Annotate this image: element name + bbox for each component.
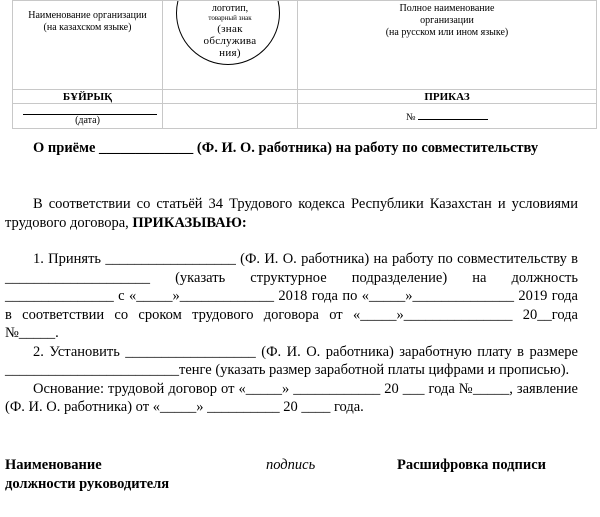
number-sign: № — [405, 112, 419, 123]
order-basis: Основание: трудовой договор от «_____» ____________ 20 ___ года №_____, заявление (Ф. И. О. работника) от «_____» __________ 20 ____ года. — [5, 380, 578, 415]
date-middle-empty — [163, 104, 298, 129]
order-kz-label: БҰЙРЫҚ — [13, 90, 163, 104]
intro-bold: ПРИКАЗЫВАЮ: — [132, 214, 247, 231]
date-cell — [13, 104, 163, 129]
signature-position-line2: должности руководителя — [5, 475, 170, 492]
org-name-ru-line3: (на русском или ином языке) — [385, 27, 509, 38]
order-number-cell — [298, 104, 597, 129]
document-title: О приёме _____________ (Ф. И. О. работника) на работу по совместительству — [33, 140, 539, 156]
org-name-ru-line1: Полное наименование — [399, 3, 495, 14]
org-name-kz-line2: (на казахском языке) — [43, 22, 132, 33]
order-item-2: 2. Установить __________________ (Ф. И. О. работника) заработную плату в размере ________________________тенге (указать размер заработной платы цифрами и прописью). — [5, 343, 578, 378]
signature-decode: Расшифровка подписи — [397, 457, 546, 473]
logo-text-line1: логотип, — [211, 3, 249, 14]
signature-position — [5, 456, 169, 493]
logo-text-line4: обслужива — [203, 35, 257, 47]
logo-cell — [163, 1, 298, 90]
intro-text: В соответствии со статьёй 34 Трудового кодекса Республики Казахстан и условиями трудового договора, — [5, 196, 578, 231]
date-label: (дата) — [75, 115, 100, 126]
logo-text-line2: товарный знак — [208, 14, 252, 22]
order-ru-label: ПРИКАЗ — [298, 90, 597, 104]
org-name-kz-line1: Наименование организации — [28, 10, 147, 21]
signature-position-line1: Наименование — [5, 457, 102, 473]
number-line — [418, 111, 488, 120]
org-name-ru-line2: организации — [420, 15, 474, 26]
signature-sign: подпись — [266, 457, 316, 473]
order-body — [5, 250, 578, 417]
order-item-1: 1. Принять __________________ (Ф. И. О. работника) на работу по совместительству в ____________________ (указать структурное подразделение) на должность _______________ с «_____»_____________ 2018 года по «_____»______________ 2019 года в соответствии со сроком трудового договора от «_____»_______________ 20__года №_____. — [5, 251, 578, 341]
logo-text-line5: ния) — [219, 47, 241, 59]
org-name-ru-cell — [298, 1, 597, 90]
intro-paragraph — [5, 195, 578, 232]
logo-text-line3: (знак — [217, 23, 243, 35]
org-name-kz-cell — [13, 1, 163, 90]
order-middle-empty — [163, 90, 298, 104]
header-table — [12, 0, 597, 129]
logo-placeholder-text — [163, 3, 297, 59]
